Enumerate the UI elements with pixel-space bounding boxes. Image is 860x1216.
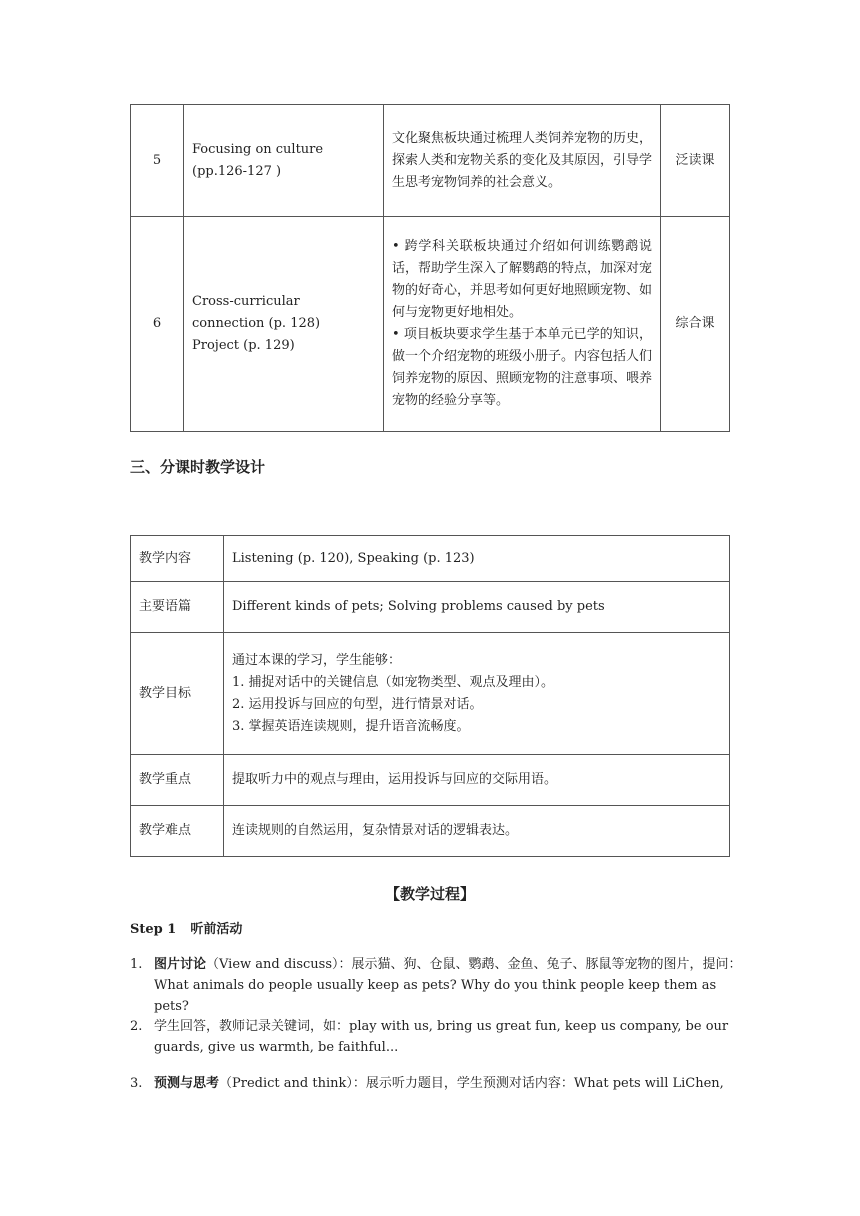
lesson-type: 泛读课 (661, 105, 730, 217)
lesson-description (384, 105, 661, 217)
content-line: Cross-curricular connection (p. 128) (192, 294, 321, 331)
value-line: Listening (p. 120), Speaking (p. 123) (232, 550, 475, 566)
value-line: 通过本课的学习，学生能够： (232, 652, 402, 668)
value-line: 提取听力中的观点与理由，运用投诉与回应的交际用语。 (232, 772, 558, 787)
table-row (131, 755, 730, 806)
description-paragraph: • 跨学科关联板块通过介绍如何训练鹦鹉说话，帮助学生深入了解鹦鹉的特点，加深对宠物的好奇心，并思考如何更好地照顾宠物、如何与宠物更好地相处。 (392, 239, 653, 320)
value-line: 2. 运用投诉与回应的句型，进行情景对话。 (232, 696, 483, 712)
lesson-design-table (130, 535, 730, 857)
row-label: 教学重点 (131, 755, 224, 806)
table-row (131, 217, 730, 432)
item-number: 3. (130, 1076, 143, 1091)
item-text: 学生回答，教师记录关键词，如：play with us, bring us great fun, keep us company, be our guards, give us warmth, be faithful... (154, 1019, 729, 1055)
item-text: （View and discuss）：展示猫、狗、仓鼠、鹦鹉、金鱼、兔子、豚鼠等宠物的图片，提问：What animals do people usually keep as pets? Why do you think people keep them as pets? (154, 957, 742, 1014)
item-number: 1. (130, 957, 143, 972)
row-value (224, 806, 730, 857)
row-value (224, 633, 730, 755)
lesson-type: 综合课 (661, 217, 730, 432)
unit-overview-table (130, 104, 730, 432)
value-line: 1. 捕捉对话中的关键信息（如宠物类型、观点及理由）。 (232, 674, 555, 690)
lesson-number: 5 (131, 105, 184, 217)
lesson-content (184, 217, 384, 432)
description-paragraph: 文化聚焦板块通过梳理人类饲养宠物的历史，探索人类和宠物关系的变化及其原因，引导学生思考宠物饲养的社会意义。 (392, 130, 653, 190)
table-row (131, 582, 730, 633)
lesson-content (184, 105, 384, 217)
table-row (131, 633, 730, 755)
row-label: 主要语篇 (131, 582, 224, 633)
content-line: Focusing on culture (pp.126-127 ) (192, 141, 324, 179)
row-label: 教学内容 (131, 536, 224, 582)
item-bold-label: 预测与思考 (154, 1076, 220, 1091)
table-row (131, 105, 730, 217)
list-item (130, 1016, 750, 1058)
list-item (130, 954, 750, 1017)
item-bold-label: 图片讨论 (154, 957, 207, 972)
table-row (131, 536, 730, 582)
step-title (130, 918, 242, 937)
process-title: 【教学过程】 (384, 885, 475, 903)
value-line: Different kinds of pets; Solving problems caused by pets (232, 599, 605, 614)
row-label: 教学目标 (131, 633, 224, 755)
row-value (224, 755, 730, 806)
description-paragraph: • 项目板块要求学生基于本单元已学的知识，做一个介绍宠物的班级小册子。内容包括人们饲养宠物的原因、照顾宠物的注意事项、喂养宠物的经验分享等。 (392, 327, 653, 408)
step-name: 听前活动 (190, 922, 243, 937)
row-value (224, 536, 730, 582)
section-heading: 三、分课时教学设计 (130, 458, 266, 476)
content-line: Project (p. 129) (192, 338, 295, 353)
value-line: 3. 掌握英语连读规则，提升语音流畅度。 (232, 718, 470, 734)
item-number: 2. (130, 1019, 143, 1034)
step-label: Step 1 (130, 922, 177, 937)
table-row (131, 806, 730, 857)
item-text: （Predict and think）：展示听力题目，学生预测对话内容：What pets will LiChen, (219, 1076, 724, 1091)
lesson-description (384, 217, 661, 432)
row-value (224, 582, 730, 633)
lesson-number: 6 (131, 217, 184, 432)
value-line: 连读规则的自然运用，复杂情景对话的逻辑表达。 (232, 823, 519, 838)
row-label: 教学难点 (131, 806, 224, 857)
list-item (130, 1073, 750, 1094)
